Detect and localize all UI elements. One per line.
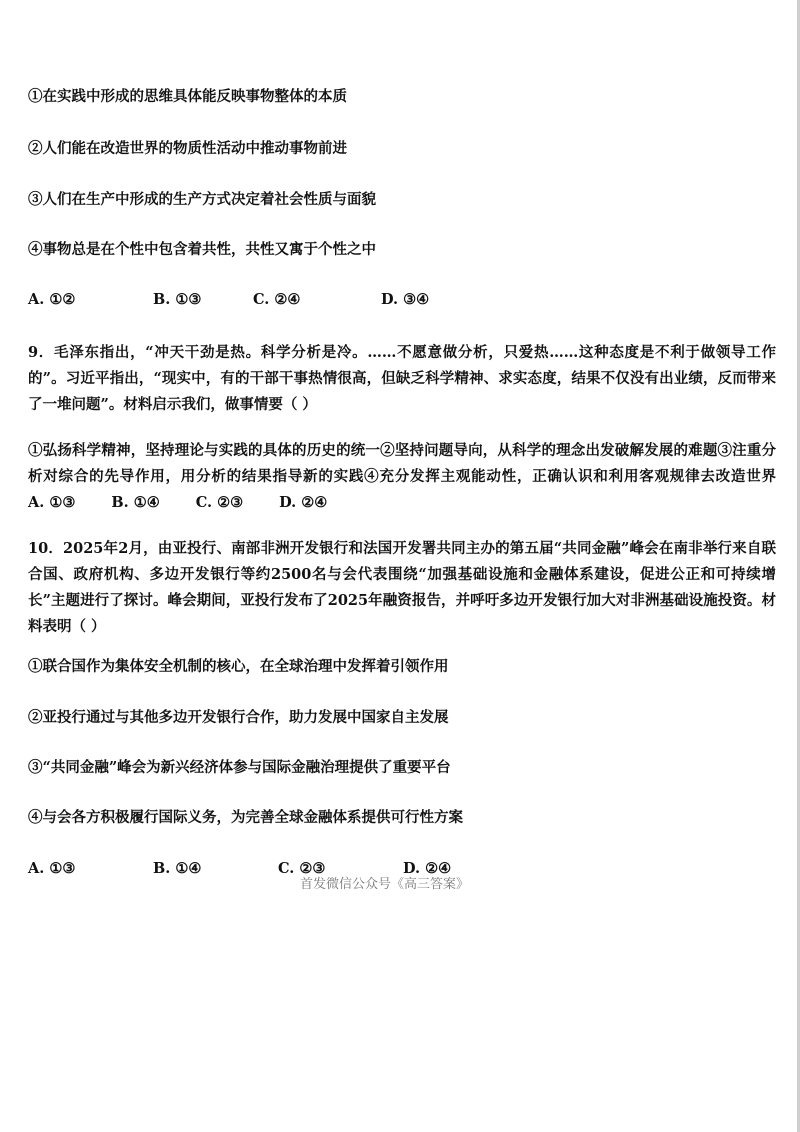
q10-statement-3: ③“共同金融”峰会为新兴经济体参与国际金融治理提供了重要平台: [28, 759, 451, 776]
q8-option-b: B. ①③: [153, 291, 202, 308]
q10-statement-4: ④与会各方积极履行国际义务，为完善全球金融体系提供可行性方案: [28, 809, 463, 826]
q9-option-d: D. ②④: [279, 494, 328, 511]
q8-option-a: A. ①②: [28, 291, 76, 308]
q9-option-b: B. ①④: [111, 494, 160, 511]
q9-statements-text: ①弘扬科学精神，坚持理论与实践的具体的历史的统一②坚持问题导向，从科学的理念出发破解发展的难题③注重分析对综合的先导作用，用分析的结果指导新的实践④充分发挥主观能动性，正确认识和利用客观规律去改造世界: [28, 442, 776, 485]
q8-statement-3: ③人们在生产中形成的生产方式决定着社会性质与面貌: [28, 191, 376, 208]
q10-option-b: B. ①④: [153, 860, 202, 877]
q8-statement-4: ④事物总是在个性中包含着共性，共性又寓于个性之中: [28, 241, 376, 258]
q10-option-d: D. ②④: [403, 860, 452, 877]
q10-option-a: A. ①③: [28, 860, 76, 877]
q9-options: [28, 494, 327, 511]
q10-statement-1: ①联合国作为集体安全机制的核心，在全球治理中发挥着引领作用: [28, 658, 449, 675]
q8-options: [28, 287, 728, 313]
q9-option-a: A. ①③: [28, 494, 76, 511]
q9-stem: 9．毛泽东指出，“冲天干劲是热。科学分析是冷。……不愿意做分析，只爱热……这种态度是不利于做领导工作的”。习近平指出，“现实中，有的干部干事热情很高，但缺乏科学精神、求实态度，结果不仅没有出业绩，反而带来了一堆问题”。材料启示我们，做事情要（ ）: [28, 344, 776, 413]
q8-statement-1: ①在实践中形成的思维具体能反映事物整体的本质: [28, 88, 347, 105]
q9-option-c: C. ②③: [195, 494, 244, 511]
q10-option-c: C. ②③: [278, 860, 326, 877]
q10-stem: 10．2025年2月，由亚投行、南部非洲开发银行和法国开发署共同主办的第五届“共同金融”峰会在南非举行来自联合国、政府机构、多边开发银行等约2500名与会代表围绕“加强基础设施和金融体系建设，促进公正和可持续增长”主题进行了探讨。峰会期间，亚投行发布了2025年融资报告，并呼吁多边开发银行加大对非洲基础设施投资。材料表明（ ）: [28, 540, 776, 635]
q9-statements: [28, 438, 776, 516]
q8-statement-2: ②人们能在改造世界的物质性活动中推动事物前进: [28, 140, 347, 157]
q8-option-c: C. ②④: [253, 291, 301, 308]
q8-option-d: D. ③④: [381, 291, 430, 308]
q10-statement-2: ②亚投行通过与其他多边开发银行合作，助力发展中国家自主发展: [28, 709, 449, 726]
watermark-text: 首发微信公众号《高三答案》: [300, 877, 470, 892]
